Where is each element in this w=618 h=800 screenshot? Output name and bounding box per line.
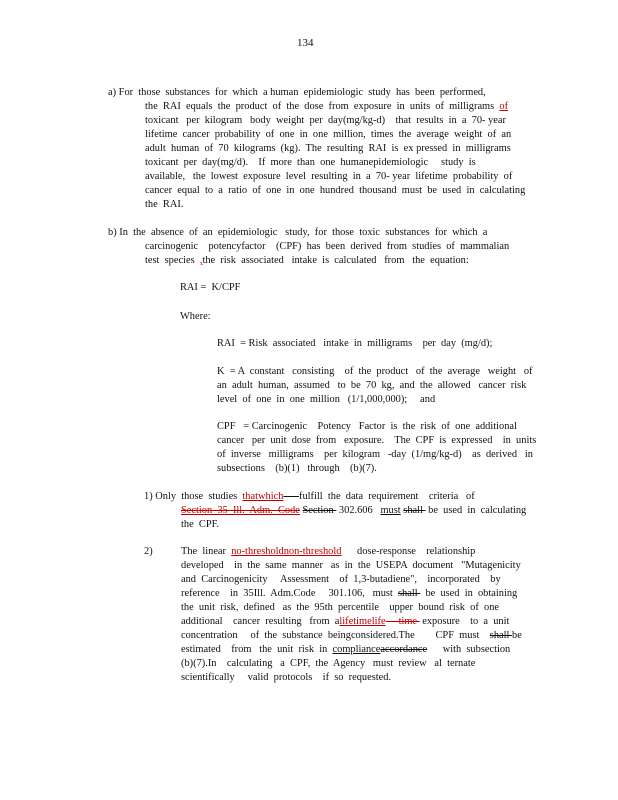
- text-run: of inverse milligrams per kilogram -day (1/mg/kg-d) as derived in: [217, 449, 533, 460]
- text-run: lifetime cancer probability of one in one million, times the average weight of an: [145, 129, 512, 140]
- text-run: estimated from the unit risk in: [181, 644, 333, 655]
- text-line: [181, 559, 521, 573]
- text-run: time: [385, 616, 420, 627]
- text-line: [181, 587, 517, 601]
- equation: RAI = K/CPF: [180, 282, 241, 293]
- text-run: b) In the absence of an epidemiologic study, for those toxic substances for which a: [108, 227, 488, 238]
- text-run: CPF = Carcinogenic Potency Factor is the risk of one additional: [217, 421, 517, 432]
- text-run: a) For those substances for which a human epidemiologic study has been performed,: [108, 87, 486, 98]
- text-line: [145, 254, 469, 268]
- text-run: the unit risk, defined as the 95th percentile upper bound risk of one: [181, 602, 499, 613]
- text-run: developed in the same manner as in the USEPA document "Mutagenicity: [181, 560, 521, 571]
- text-run: The linear: [181, 546, 232, 557]
- text-run: toxicant per kilogram body weight per day(mg/kg-d) that results in a 70- year: [145, 115, 506, 126]
- text-run: compliance: [332, 644, 381, 655]
- text-run: the risk associated intake is calculated from the equation:: [202, 255, 469, 266]
- text-run: RAI = Risk associated intake in milligrams per day (mg/d);: [217, 338, 493, 349]
- text-line: [181, 657, 475, 671]
- text-run: subsections (b)(1) through (b)(7).: [217, 463, 377, 474]
- text-run: additional cancer resulting from a: [181, 616, 340, 627]
- text-run: Section 35 Ill. Adm. Code: [181, 505, 300, 516]
- text-line: [145, 156, 476, 170]
- text-line: [217, 434, 536, 448]
- text-run: adult human of 70 kilograms (kg). The resulting RAI is ex pressed in milligrams: [145, 143, 511, 154]
- text-line: [145, 170, 512, 184]
- text-run: Section: [302, 505, 337, 516]
- text-run: 302.606: [336, 505, 381, 516]
- text-run: scientifically valid protocols if so requested.: [181, 672, 392, 683]
- text-run: an adult human, assumed to be 70 kg, and the allowed cancer risk: [217, 380, 527, 391]
- text-run: must: [380, 505, 401, 516]
- text-line: [145, 198, 183, 212]
- page-number: 134: [297, 37, 314, 49]
- text-run: exposure to a unit: [419, 616, 510, 627]
- text-line: [217, 420, 517, 434]
- text-line: [217, 393, 435, 407]
- text-line: [145, 128, 511, 142]
- text-line: [145, 100, 508, 114]
- text-run: be used in obtaining: [420, 588, 518, 599]
- text-run: with subsection: [427, 644, 511, 655]
- text-run: thatwhich: [242, 491, 284, 502]
- text-run: dose-response relationship: [341, 546, 476, 557]
- text-line: [145, 240, 509, 254]
- text-line: [181, 504, 526, 518]
- text-line: [181, 573, 501, 587]
- text-line: [181, 615, 509, 629]
- text-run: be: [512, 630, 522, 641]
- text-run: shall: [403, 505, 426, 516]
- text-run: K = A constant consisting of the product of the average weight of: [217, 366, 533, 377]
- text-run: accordance: [380, 644, 428, 655]
- text-run: cancer per unit dose from exposure. The CPF is expressed in units: [217, 435, 537, 446]
- text-run: concentration of the substance beingconsidered.The CPF must: [181, 630, 490, 641]
- text-run: cancer equal to a ratio of one in one hundred thousand must be used in calculating: [145, 185, 526, 196]
- text-run: test species: [145, 255, 200, 266]
- text-line: [217, 448, 533, 462]
- text-line: [217, 337, 492, 351]
- text-line: [181, 643, 510, 657]
- text-run: 1) Only those studies: [144, 491, 243, 502]
- text-line: [145, 184, 525, 198]
- text-run: level of one in one million (1/1,000,000); and: [217, 394, 436, 405]
- text-line: [181, 601, 499, 615]
- text-line: [217, 365, 533, 379]
- text-line: [108, 86, 486, 100]
- text-line: [145, 114, 506, 128]
- text-run: ,: [199, 255, 203, 266]
- text-run: be used in calculating: [425, 505, 527, 516]
- text-run: reference in 35Ill. Adm.Code 301.106, must: [181, 588, 399, 599]
- text-run: (b)(7).In calculating a CPF, the Agency must review al ternate: [181, 658, 476, 669]
- where-label: Where:: [180, 311, 211, 322]
- text-line: [144, 490, 475, 504]
- text-run: lifetimelife: [339, 616, 386, 627]
- list-item-2-marker: 2): [144, 546, 153, 557]
- text-run: toxicant per day(mg/d). If more than one humanepidemiologic study is: [145, 157, 476, 168]
- text-run: shall: [489, 630, 513, 641]
- text-run: [283, 491, 299, 502]
- text-run: no-thresholdnon-threshold: [231, 546, 342, 557]
- text-line: [217, 462, 377, 476]
- text-line: [181, 518, 219, 532]
- text-run: of: [499, 101, 509, 112]
- text-line: [145, 142, 511, 156]
- text-run: carcinogenic potencyfactor (CPF) has been derived from studies of mammalian: [145, 241, 510, 252]
- text-run: and Carcinogenicity Assessment of 1,3-butadiene", incorporated by: [181, 574, 501, 585]
- text-run: available, the lowest exposure level resulting in a 70- year lifetime probability of: [145, 171, 513, 182]
- text-line: [181, 629, 522, 643]
- text-line: [181, 545, 475, 559]
- text-run: fulfill the data requirement criteria of: [299, 491, 475, 502]
- text-run: the CPF.: [181, 519, 220, 530]
- text-line: [181, 671, 391, 685]
- text-run: the RAI equals the product of the dose from exposure in units of milligrams: [145, 101, 500, 112]
- text-line: [108, 226, 487, 240]
- text-line: [217, 379, 526, 393]
- text-run: the RAI.: [145, 199, 184, 210]
- text-run: shall: [398, 588, 421, 599]
